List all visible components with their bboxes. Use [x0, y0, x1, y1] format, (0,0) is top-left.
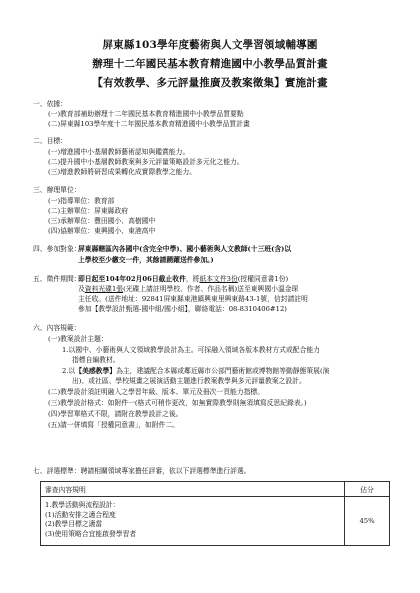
list-item: (三)承辦單位：豐田國小、高樹國中 [48, 217, 156, 225]
header-cell: 審查內容規明 [41, 482, 345, 497]
list-item: (四)學習單格式不限，請附在教學設計之後。 [48, 410, 183, 418]
list-item: (三)增進教師將研習成果轉化成實際教學之能力。 [48, 168, 197, 176]
section-heading: 六、內容規範： [33, 324, 81, 332]
title-line-1: 屏東縣103學年度藝術與人文學習領域輔導團 [102, 39, 318, 51]
eligibility-text: 屏東縣轄區內各國中(含完全中學)、國小藝術與人文教師(十三班(含)以 [78, 245, 292, 253]
list-item: (三)教學設計格式：如附件一(格式可稍作更改，如無實際教學則無須填寫反思紀錄表。) [48, 399, 307, 407]
aesthetic-teaching-text: 【美感教學】 [75, 367, 117, 375]
section-heading: 三、辦理單位： [33, 186, 81, 194]
list-item: (五)請一併填寫「授權同意書」，如附件二。 [48, 421, 180, 429]
paper-copies-text: 紙本文件3份 [199, 275, 238, 283]
list-item: (二)提升國中小基層教師教案與多元評量策略設計多元化之能力。 [48, 158, 244, 166]
section-heading: 七、評選標準：聘請相關領域專家擔任評審，依以下評選標準進行評選。 [33, 467, 251, 475]
submission-line [78, 285, 298, 293]
weight-cell: 45% [345, 497, 390, 546]
list-item: 出)、或社區、學校規畫之展演活動主題進行教案教學與多元評量教案之設計。 [72, 377, 306, 385]
text-span: 2.以 [62, 367, 76, 375]
criteria-line: (3)使用策略合宜能啟發學習者 [45, 529, 137, 538]
text-span: ，將 [185, 275, 200, 283]
disc-copy-text: 資料光碟1張 [84, 285, 124, 293]
list-item: 1.以國中、小藝術與人文領域教學設計為主。可採融入領域各版本教材方式或配合能力 [62, 346, 320, 354]
section-heading: 五、徵件期間： [33, 275, 81, 283]
table-header-row [41, 482, 390, 497]
list-item: (一)教案設計主題： [48, 335, 108, 343]
header-cell: 佔分 [345, 482, 390, 497]
list-item: (二)教學設計須註明融入之學習年級、版本、單元及冊次一頁能力指標。 [48, 388, 265, 396]
text-span: (光碟上請註明學校、作者、作品名稱)送至東興國小溫金琛 [123, 285, 299, 293]
list-item: (四)協辦單位：東興國小、東港高中 [48, 227, 156, 235]
list-item: (二)屏東縣103學年度十二年國民基本教育精進國中小教學品質計畫 [48, 120, 250, 128]
list-item [62, 367, 329, 375]
list-item: (一)增進國中小基層教師藝術認知與鑑賞能力。 [48, 148, 190, 156]
section-heading: 一、依據： [33, 100, 67, 108]
submission-line [78, 275, 288, 283]
submission-line: 參加【教學設計甄選-國中組/國小組】，聯絡電話：08-8310406#12) [78, 305, 287, 313]
criteria-line: (1)活動安排之適合程度 [45, 510, 116, 519]
title-line-2: 辦理十二年國民基本教育精進國中小教學品質計畫 [92, 58, 328, 70]
text-span: (授權同意書1份) [237, 275, 289, 283]
list-item: (二)主辦單位：屏東縣政府 [48, 207, 129, 215]
list-item: (一)指導單位：教育部 [48, 197, 115, 205]
table-row [41, 497, 390, 546]
criteria-cell [41, 497, 345, 546]
criteria-line: (2)教學目標之適當 [45, 520, 103, 528]
list-item: (一)教育部補助辦理十二年國民基本教育精進國中小教學品質要點 [48, 110, 244, 118]
eligibility-text: 上學校至少繳交一件，其餘請踴躍送件參加。) [78, 256, 214, 264]
section-heading: 二、目標： [33, 137, 67, 145]
text-span: 及 [78, 285, 85, 293]
deadline-text: 即日起至104年02月06日截止收件 [78, 275, 186, 283]
title-line-3: 【有效教學、多元評量推廣及教案徵集】實施計畫 [92, 77, 328, 89]
list-item: 指標自編教材。 [72, 356, 120, 364]
submission-line: 主任收。(送件地址：92841屏東縣東港鎮興東里興東路43-1號，信封請註明 [78, 295, 308, 303]
section-heading: 四、參加對象： [33, 245, 81, 253]
criteria-table [40, 481, 390, 546]
text-span: 為主，建議配合本縣或鄰近縣市公部門藝術館或博物館等動靜態策展(演 [116, 367, 330, 375]
criteria-line: 1.教學活動與流程設計： [45, 501, 120, 509]
